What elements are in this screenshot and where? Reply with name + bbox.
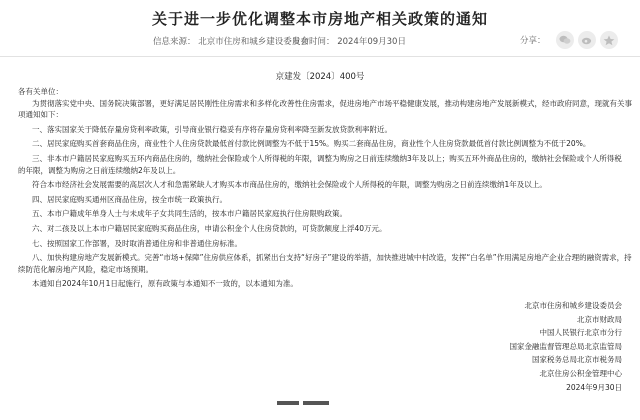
policy-item: 四、居民家庭购买通州区商品住房，按全市统一政策执行。: [32, 194, 227, 204]
greeting: 各有关单位：: [18, 87, 63, 96]
signature-line: 北京市住房和城乡建设委员会: [524, 301, 622, 310]
article-title: 关于进一步优化调整本市房地产相关政策的通知: [151, 10, 488, 28]
policy-item: 六、对二孩及以上本市户籍居民家庭购买商品住房，申请公积金个人住房贷款的，可贷款额度上浮40万元。: [32, 223, 387, 233]
signature-block: [402, 299, 622, 394]
closing-line: 本通知自2024年10月1日起施行，原有政策与本通知不一致的，以本通知为准。: [32, 279, 298, 289]
header-divider: [0, 56, 640, 57]
info-source: 信息来源： 北京市住房和城乡建设委员会: [153, 37, 309, 47]
weibo-icon[interactable]: [578, 31, 596, 49]
signature-line: 中国人民银行北京市分行: [539, 328, 622, 338]
cutoff-text-fragment: [277, 401, 347, 405]
policy-item: 一、落实国家关于降低存量房贷利率政策，引导商业银行稳妥有序将存量房贷利率降至新发放贷款利率附近。: [32, 124, 392, 134]
publish-date: 发布时间： 2024年09月30日: [292, 37, 406, 47]
wechat-icon[interactable]: [556, 31, 574, 49]
signature-line: 北京住房公积金管理中心: [539, 368, 622, 378]
signature-date: 2024年9月30日: [566, 382, 622, 392]
policy-item: 八、加快构建房地产发展新模式。完善“市场+保障”住房供应体系，抓紧出台支持“好房子”建设的举措，加快推进城中村改造，发挥“白名单”作用满足房地产企业合理的融资需求，持: [32, 253, 632, 263]
intro-line: 项通知如下：: [18, 110, 63, 120]
document-number: 京建发〔2024〕400号: [275, 72, 365, 82]
policy-item: 符合本市经济社会发展需要的高层次人才和急需紧缺人才购买本市商品住房的，缴纳社会保险或个人所得税的年限，调整为购房之日前连续缴纳1年及以上。: [32, 180, 547, 190]
article-body: [18, 86, 630, 290]
qzone-icon[interactable]: [600, 31, 618, 49]
policy-item: 续防范化解房地产风险，稳定市场预期。: [18, 264, 153, 274]
intro-line: 为贯彻落实党中央、国务院决策部署，更好满足居民刚性住房需求和多样化改善性住房需求，促进房地产市场平稳健康发展，推动构建房地产发展新模式，经市政府同意，现就有关事: [32, 98, 632, 108]
policy-item: 三、非本市户籍居民家庭购买五环内商品住房的，缴纳社会保险或个人所得税的年限，调整为购房之日前连续缴纳3年及以上；购买五环外商品住房的，缴纳社会保险或个人所得税: [32, 153, 622, 163]
policy-item: 二、居民家庭购买首套商品住房，商业性个人住房贷款最低首付款比例调整为不低于15%。购买二套商品住房，商业性个人住房贷款最低首付款比例调整为不低于20%。: [32, 139, 591, 149]
signature-line: 国家税务总局北京市税务局: [532, 355, 622, 365]
policy-item: 七、按照国家工作部署，及时取消普通住房和非普通住房标准。: [32, 238, 242, 248]
signature-line: 北京市财政局: [577, 314, 622, 324]
policy-item: 的年限，调整为购房之日前连续缴纳2年及以上。: [18, 165, 181, 175]
policy-item: 五、本市户籍成年单身人士与未成年子女共同生活的，按本市户籍居民家庭执行住房限购政策。: [32, 209, 347, 219]
share-bar: [520, 30, 618, 50]
signature-line: 国家金融监督管理总局北京监管局: [509, 341, 622, 351]
share-label: 分享：: [520, 36, 546, 46]
